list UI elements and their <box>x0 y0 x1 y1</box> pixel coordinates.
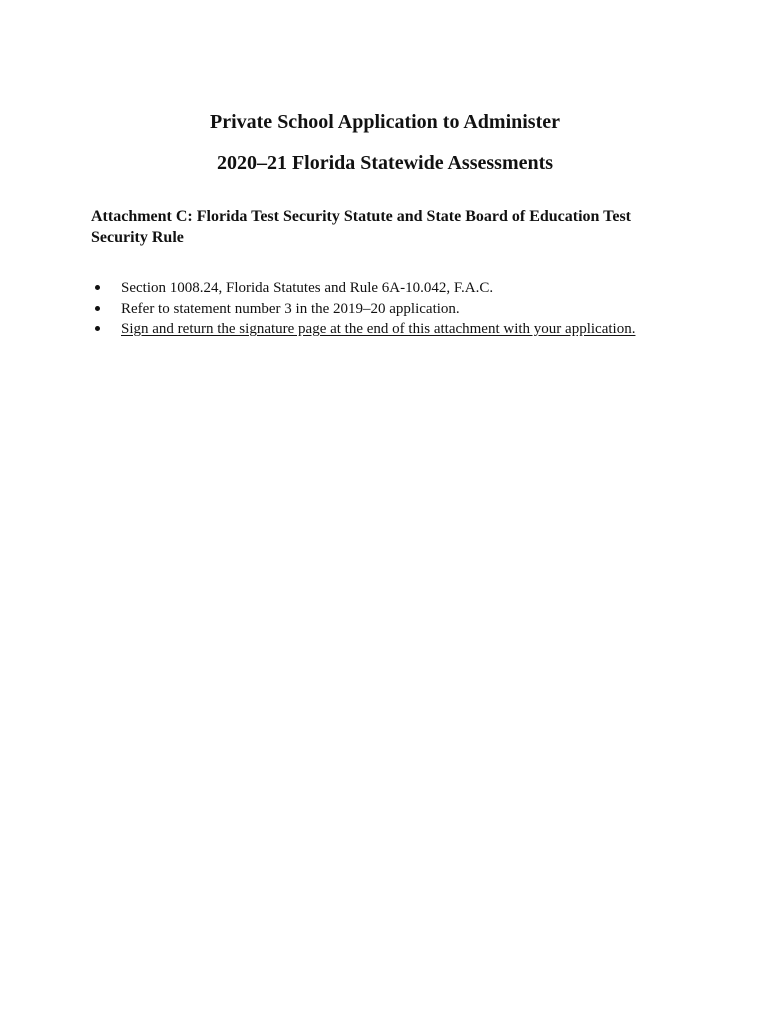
list-item <box>91 319 711 340</box>
document-title: Private School Application to Administer <box>210 111 560 133</box>
list-item <box>91 278 711 299</box>
bullet-text: Section 1008.24, Florida Statutes and Rule 6A-10.042, F.A.C. <box>121 280 494 296</box>
list-item <box>91 299 711 320</box>
bullet-icon <box>91 319 103 340</box>
bullet-text-underlined: Sign and return the signature page at the end of this attachment with your application. <box>121 321 636 337</box>
document-subtitle: 2020–21 Florida Statewide Assessments <box>216 152 554 174</box>
bullet-icon <box>91 299 103 320</box>
bullet-list <box>91 278 711 340</box>
bullet-text: Refer to statement number 3 in the 2019–20 application. <box>121 300 460 317</box>
bullet-icon <box>91 278 103 299</box>
attachment-heading: Attachment C: Florida Test Security Statute and State Board of Education Test Security Rule <box>91 208 632 246</box>
